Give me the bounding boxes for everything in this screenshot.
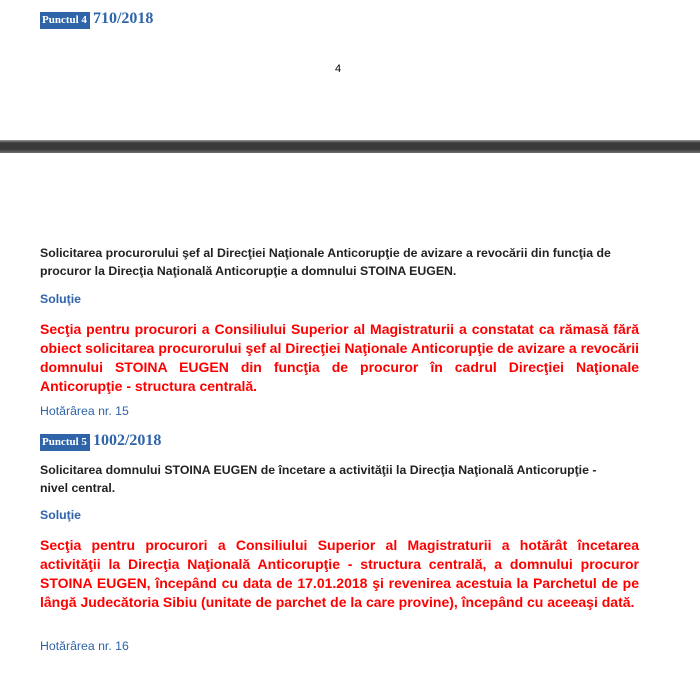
item-5-request: Solicitarea domnului STOINA EUGEN de încetare a activităţii la Direcţia Naţională Anticorupţie - nivel central. xyxy=(40,463,597,495)
punct-5-label: Punctul 5 xyxy=(40,434,90,451)
punct-4-number: 710/2018 xyxy=(92,10,154,27)
page-divider xyxy=(0,140,700,153)
punct-5-header xyxy=(40,432,161,451)
item-5-hotarare: Hotărârea nr. 16 xyxy=(40,639,129,653)
page-number: 4 xyxy=(335,63,342,75)
item-4-request: Solicitarea procurorului şef al Direcţiei Naţionale Anticorupţie de avizare a revocării din funcţia de procuror la Direcţia Naţională Anticorupţie a domnului STOINA EUGEN. xyxy=(40,246,611,278)
punct-5-number: 1002/2018 xyxy=(92,432,162,449)
item-4-solution-label: Soluţie xyxy=(40,292,81,306)
punct-4-header xyxy=(40,10,153,29)
item-4-decision: Secţia pentru procurori a Consiliului Superior al Magistraturii a constatat ca rămasă fără obiect solicitarea procurorului şef al Direcţiei Naţionale Anticorupţie de avizare a revocării domnului STOINA EUGEN din funcţia de procuror în cadrul Direcţiei Naţionale Anticorupţie - structura centrală. xyxy=(40,321,639,394)
item-5-decision: Secţia pentru procurori a Consiliului Superior al Magistraturii a hotărât încetarea activităţii la Direcţia Naţională Anticorupţie - structura centrală, a domnului procuror STOINA EUGEN, începând cu data de 17.01.2018 şi revenirea acestuia la Parchetul de pe lângă Judecătoria Sibiu (unitate de parchet de la care provine), începând cu aceeaşi dată. xyxy=(40,537,639,610)
punct-4-label: Punctul 4 xyxy=(40,12,90,29)
item-4-hotarare: Hotărârea nr. 15 xyxy=(40,404,129,418)
item-5-solution-label: Soluţie xyxy=(40,508,81,522)
